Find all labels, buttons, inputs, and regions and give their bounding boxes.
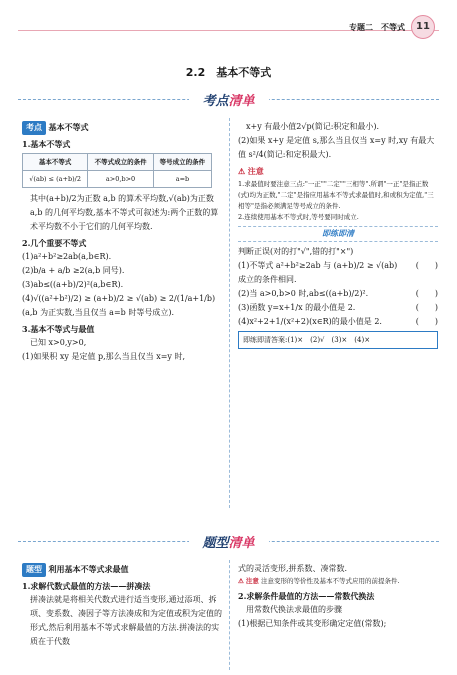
question-row (238, 259, 438, 287)
paragraph: 用常数代换法求最值的步骤 (246, 605, 342, 614)
note-heading (238, 164, 438, 179)
question-row (238, 301, 438, 315)
note-label: 注意 (245, 577, 259, 585)
note-text: 注意变形的等价性及基本不等式应用的前提条件. (260, 577, 400, 585)
banner-tixing (0, 528, 457, 554)
paragraph: 拼凑法就是将相关代数式进行适当变形,通过添项、拆项、变系数、凑因子等方法凑成和为定值或积为定值的形式,然后利用基本不等式求解最值的方法.拼凑法的实质在于代数 (30, 595, 222, 646)
question-text: (2)当 a>0,b>0 时,ab≤((a+b)/2)². (238, 289, 369, 298)
topic-heading (22, 120, 222, 135)
answer-box: 即练即清答案:(1)× (2)√ (3)× (4)× (238, 331, 438, 349)
banner-label: 题型清单 (188, 530, 268, 553)
paragraph: x+y 有最小值2√p(简记:积定和最小). (246, 122, 380, 131)
sub-heading-2: 2.几个重要不等式 (22, 238, 87, 248)
list-item: (4)√((a²+b²)/2) ≥ (a+b)/2 ≥ √(ab) ≥ 2/(1/a+1/b)(a,b 为正实数,当且仅当 a=b 时等号成立). (22, 294, 216, 317)
table-cell: a=b (153, 171, 211, 188)
section-title: 2.2 基本不等式 (185, 66, 272, 79)
warning-icon: ⚠ (238, 166, 246, 176)
paragraph: (2)如果 x+y 是定值 s,那么当且仅当 x=y 时,xy 有最大值 s²/4(简记:和定积最大). (238, 136, 435, 159)
right-column (238, 120, 438, 349)
column-divider (229, 560, 230, 670)
table-cell: √(ab) ≤ (a+b)/2 (23, 171, 88, 188)
inequality-table (22, 153, 212, 188)
sub-heading-1: 1.基本不等式 (22, 139, 71, 149)
question-row (238, 315, 438, 329)
question-row (238, 287, 438, 301)
chapter-label: 专题二 不等式 (349, 22, 405, 32)
list-item: (2)b/a + a/b ≥2(a,b 同号). (22, 266, 125, 275)
practice-heading: 即练即清 (238, 226, 438, 242)
sub-heading: 1.求解代数式最值的方法——拼凑法 (22, 581, 151, 591)
answer-paren: ( ) (415, 289, 438, 298)
topic-title: 利用基本不等式求最值 (48, 564, 129, 574)
note-text: 1.求最值时要注意三点:"一正""二定""三相等".所谓"一正"是指正数(式)均为正数,"二定"是指应用基本不等式求最值时,和或积为定值,"三相等"是指必须满足等号成立的条件. (238, 180, 434, 210)
paragraph: 式的灵活变形,拼系数、凑常数. (238, 564, 348, 573)
question-text: (3)函数 y=x+1/x 的最小值是 2. (238, 303, 356, 312)
bottom-left-column (22, 562, 222, 649)
note-line (238, 576, 438, 587)
paragraph-mean: 其中(a+b)/2为正数 a,b 的算术平均数,√(ab)为正数 a,b 的几何平均数,基本不等式可叙述为:两个正数的算术平均数不小于它们的几何平均数. (30, 194, 219, 231)
topic-heading (22, 562, 222, 577)
list-item: (1)a²+b²≥2ab(a,b∈R). (22, 252, 112, 261)
paragraph: 已知 x>0,y>0, (30, 338, 87, 347)
question-text: (4)x²+2+1/(x²+2)(x∈R)的最小值是 2. (238, 317, 382, 326)
topic-tag: 题型 (22, 563, 46, 577)
page-number: 11 (411, 15, 435, 39)
question-text: (1)不等式 a²+b²≥2ab 与 (a+b)/2 ≥ √(ab) 成立的条件相同. (238, 261, 398, 284)
banner-kaodian (0, 86, 457, 112)
answer-paren: ( ) (415, 317, 438, 326)
table-header: 不等式成立的条件 (88, 154, 154, 171)
sub-heading-3: 3.基本不等式与最值 (22, 324, 95, 334)
left-column (22, 120, 222, 364)
paragraph: (1)根据已知条件或其变形确定定值(常数); (238, 619, 387, 628)
table-header: 基本不等式 (23, 154, 88, 171)
note-label: 注意 (247, 166, 264, 176)
table-cell: a>0,b>0 (88, 171, 154, 188)
answer-paren: ( ) (415, 261, 438, 270)
list-item: (3)ab≤((a+b)/2)²(a,b∈R). (22, 280, 124, 289)
sub-heading: 2.求解条件最值的方法——常数代换法 (238, 591, 375, 601)
note-text: 2.连续使用基本不等式时,等号要同时成立. (238, 213, 359, 221)
bottom-right-column (238, 562, 438, 631)
table-header: 等号成立的条件 (153, 154, 211, 171)
banner-label: 考点清单 (188, 88, 268, 111)
column-divider (229, 118, 230, 508)
page-header (0, 0, 457, 58)
answer-paren: ( ) (415, 303, 438, 312)
warning-icon: ⚠ (238, 577, 244, 585)
topic-tag: 考点 (22, 121, 46, 135)
paragraph: (1)如果积 xy 是定值 p,那么当且仅当 x=y 时, (22, 352, 186, 361)
topic-title: 基本不等式 (48, 122, 89, 132)
instruction: 判断正误(对的打"√",错的打"×") (238, 247, 354, 256)
